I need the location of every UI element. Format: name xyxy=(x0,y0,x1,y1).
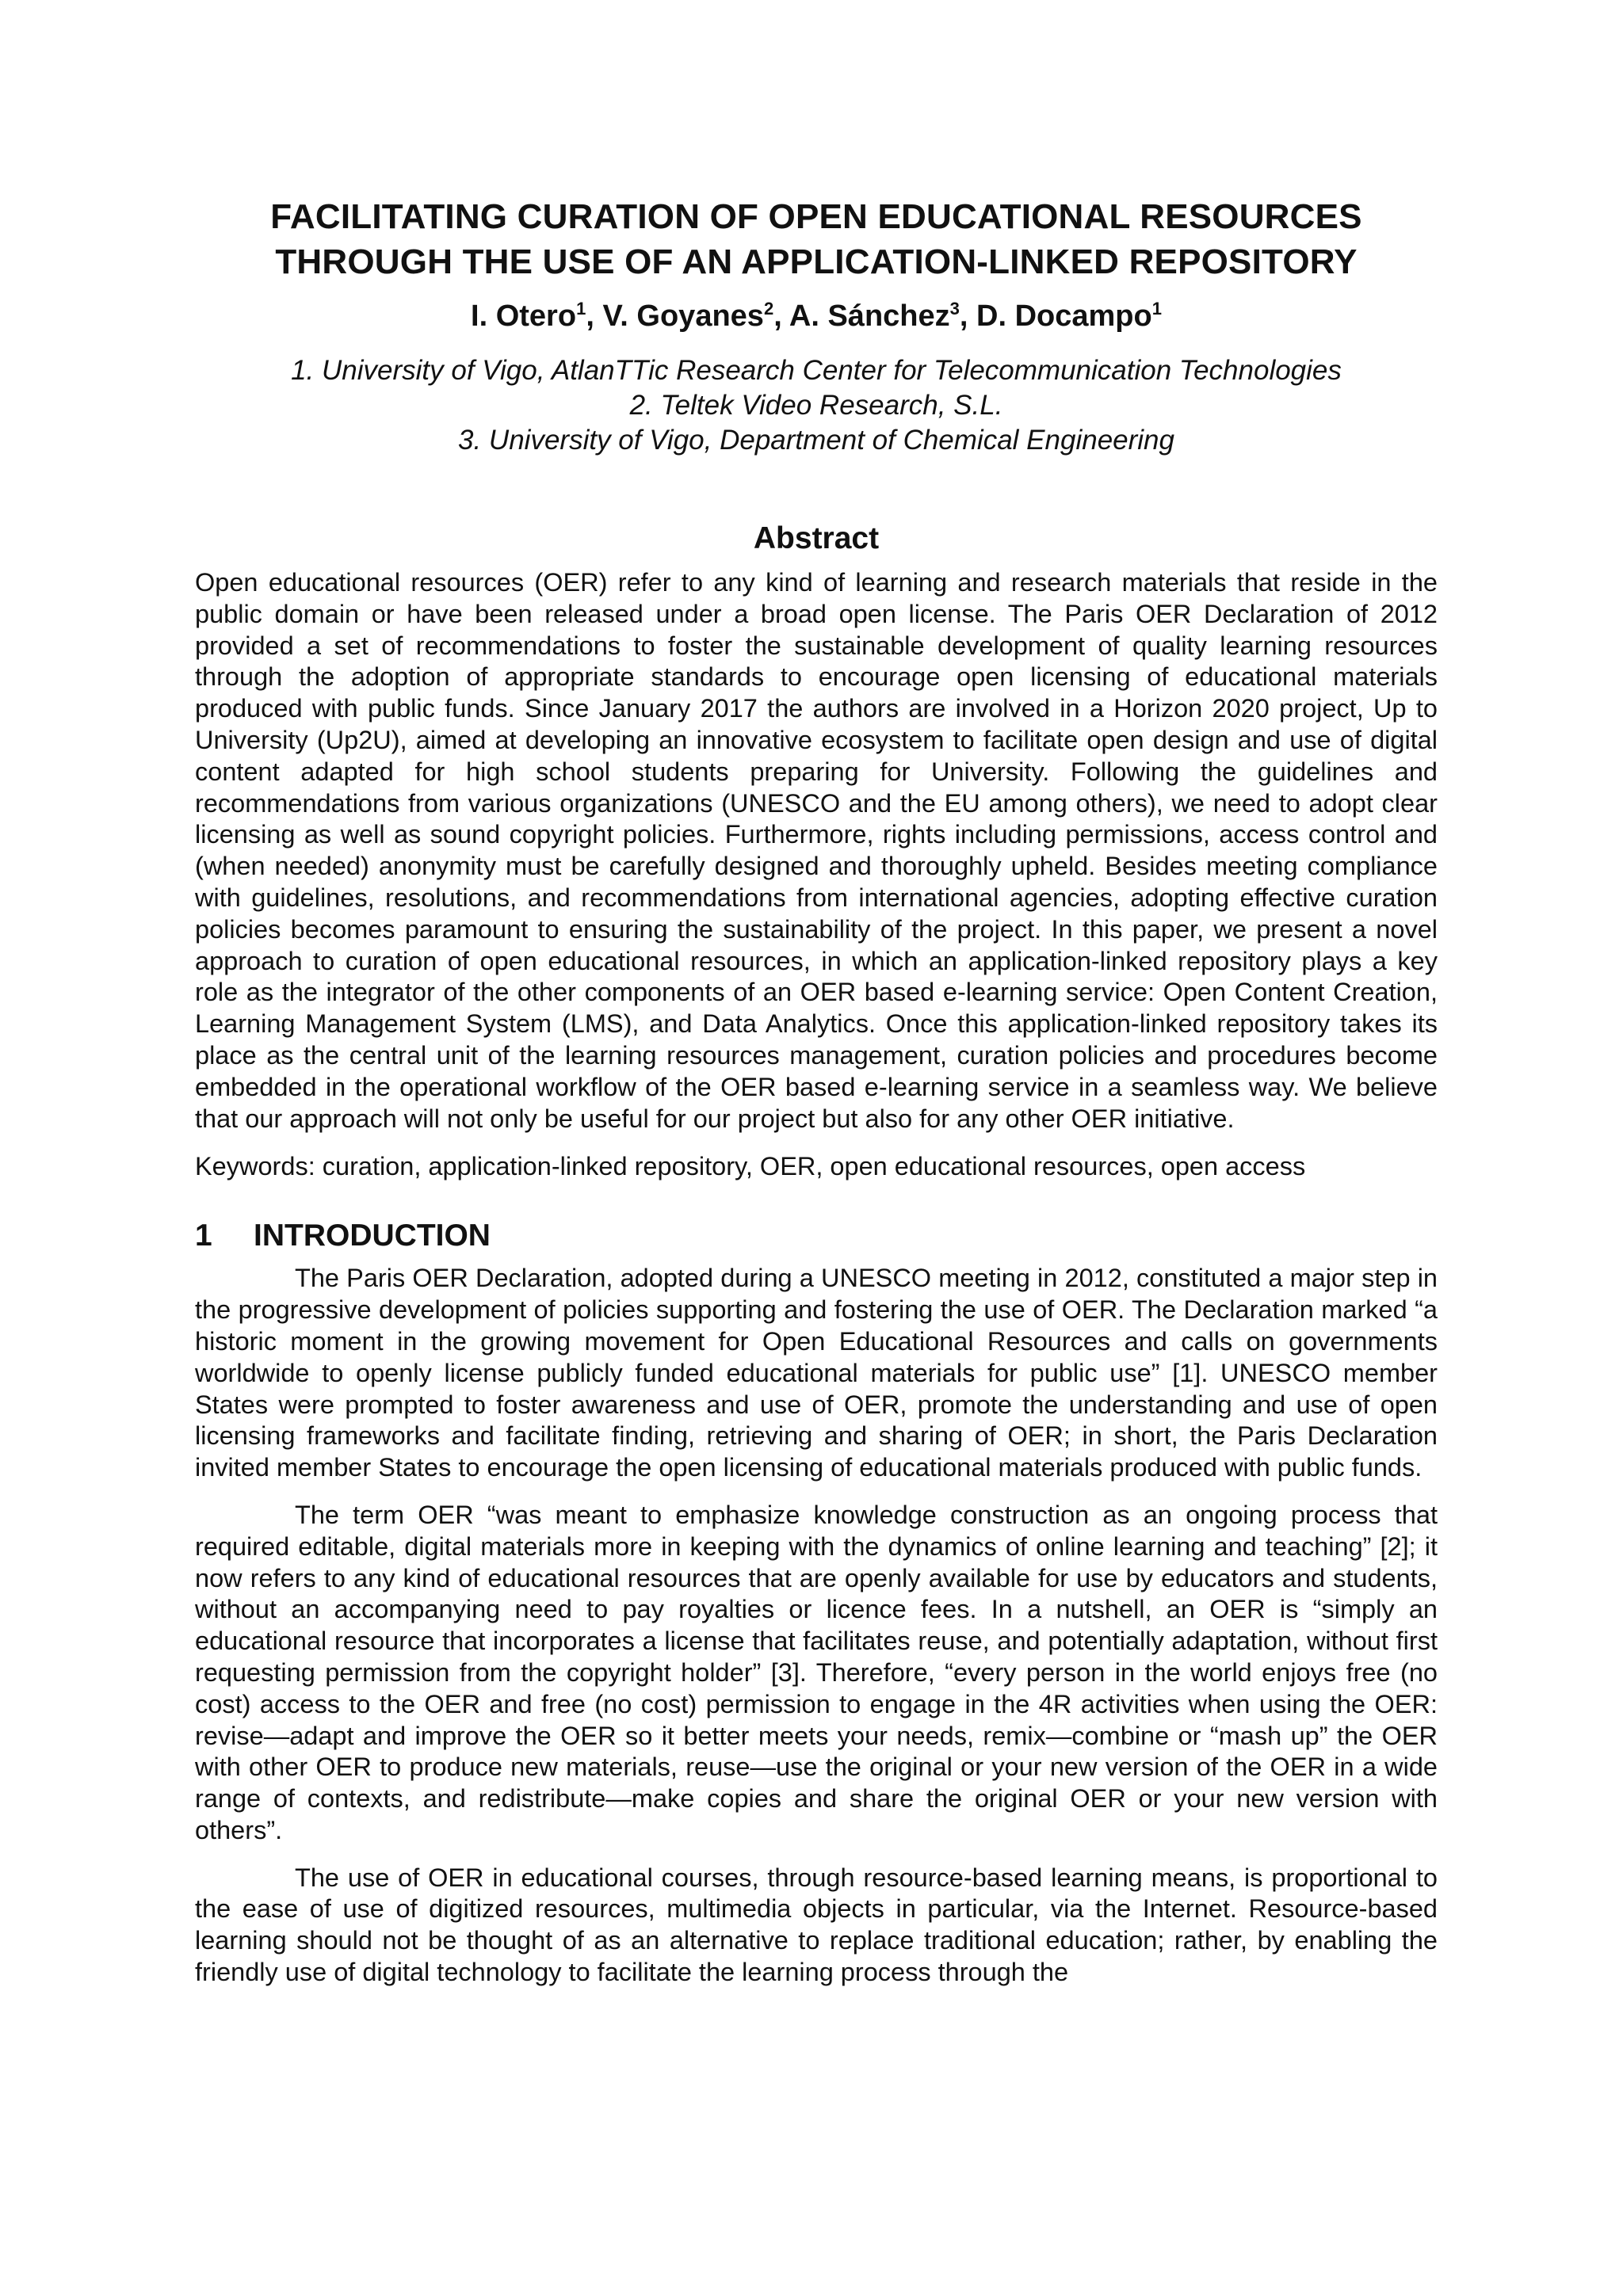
author-affiliation-mark: 2 xyxy=(763,299,774,318)
intro-paragraph: The term OER “was meant to emphasize knowledge construction as an ongoing process that required editable, digital materials more in keeping with the dynamics of online learning and teaching” [2]; it now refers to any kind of educational resources that are openly available for use by educators and students, without an accompanying need to pay royalties or licence fees. In a nutshell, an OER is “simply an educational resource that incorporates a license that facilitates reuse, and potentially adaptation, without first requesting permission from the copyright holder” [3]. Therefore, “every person in the world enjoys free (no cost) access to the OER and free (no cost) permission to engage in the 4R activities when using the OER: revise—adapt and improve the OER so it better meets your needs, remix—combine or “mash up” the OER with other OER to produce new materials, reuse—use the original or your new version of the OER in a wide range of contexts, and redistribute—make copies and share the original OER or your new version with others”. xyxy=(195,1500,1438,1844)
author-affiliation-mark: 1 xyxy=(1151,299,1162,318)
paper-page xyxy=(195,194,1438,1989)
section-title: INTRODUCTION xyxy=(254,1219,491,1253)
intro-paragraph: The Paris OER Declaration, adopted during a UNESCO meeting in 2012, constituted a major step in the progressive development of policies supporting and fostering the use of OER. The Declaration marked “a historic moment in the growing movement for Open Educational Resources and calls on governments worldwide to openly license publicly funded educational materials for public use” [1]. UNESCO member States were prompted to foster awareness and use of OER, promote the understanding and use of open licensing frameworks and facilitate finding, retrieving and sharing of OER; in short, the Paris Declaration invited member States to encourage the open licensing of educational materials produced with public funds. xyxy=(195,1264,1438,1482)
affiliation: 3. University of Vigo, Department of Chemical Engineering xyxy=(458,425,1174,456)
affiliation: 1. University of Vigo, AtlanTTic Research Center for Telecommunication Technologies xyxy=(291,355,1342,386)
author-separator: , xyxy=(773,299,789,333)
title-line-2: THROUGH THE USE OF AN APPLICATION-LINKED REPOSITORY xyxy=(275,242,1358,281)
title-line-1: FACILITATING CURATION OF OPEN EDUCATIONAL RESOURCES xyxy=(270,197,1362,236)
author-name: V. Goyanes xyxy=(602,299,764,333)
author-name: I. Otero xyxy=(471,299,577,333)
keywords: Keywords: curation, application-linked repository, OER, open educational resources, open access xyxy=(195,1152,1306,1181)
author-separator: , xyxy=(586,299,603,333)
affiliation: 2. Teltek Video Research, S.L. xyxy=(629,390,1003,421)
affiliation-list xyxy=(195,353,1438,458)
author-affiliation-mark: 3 xyxy=(949,299,960,318)
intro-paragraph: The use of OER in educational courses, through resource-based learning means, is proportional to the ease of use of digitized resources, multimedia objects in particular, via the Internet. Resource-based learning should not be thought of as an alternative to replace traditional education; rather, by enabling the friendly use of digital technology to facilitate the learning process through the xyxy=(195,1863,1438,1987)
author-name: D. Docampo xyxy=(976,299,1152,333)
author-separator: , xyxy=(959,299,977,333)
author-list xyxy=(195,297,1438,339)
author-name: A. Sánchez xyxy=(789,299,950,333)
abstract-text: Open educational resources (OER) refer to any kind of learning and research materials that reside in the public domain or have been released under a broad open license. The Paris OER Declaration of 2012 provided a set of recommendations to foster the sustainable development of quality learning resources through the adoption of appropriate standards to encourage open licensing of educational materials produced with public funds. Since January 2017 the authors are involved in a Horizon 2020 project, Up to University (Up2U), aimed at developing an innovative ecosystem to facilitate open design and use of digital content adapted for high school students preparing for University. Following the guidelines and recommendations from various organizations (UNESCO and the EU among others), we need to adopt clear licensing as well as sound copyright policies. Furthermore, rights including permissions, access control and (when needed) anonymity must be carefully designed and thoroughly upheld. Besides meeting compliance with guidelines, resolutions, and recommendations from international agencies, adopting effective curation policies becomes paramount to ensuring the sustainability of the project. In this paper, we present a novel approach to curation of open educational resources, in which an application-linked repository plays a key role as the integrator of the other components of an OER based e-learning service: Open Content Creation, Learning Management System (LMS), and Data Analytics. Once this application-linked repository takes its place as the central unit of the learning resources management, curation policies and procedures become embedded in the operational workflow of the OER based e-learning service in a seamless way. We believe that our approach will not only be useful for our project but also for any other OER initiative. xyxy=(195,568,1438,1133)
author-affiliation-mark: 1 xyxy=(576,299,586,318)
section-heading-introduction xyxy=(195,1217,1438,1255)
abstract-heading: Abstract xyxy=(753,521,880,555)
paper-title xyxy=(195,194,1438,284)
section-number: 1 xyxy=(195,1219,212,1253)
